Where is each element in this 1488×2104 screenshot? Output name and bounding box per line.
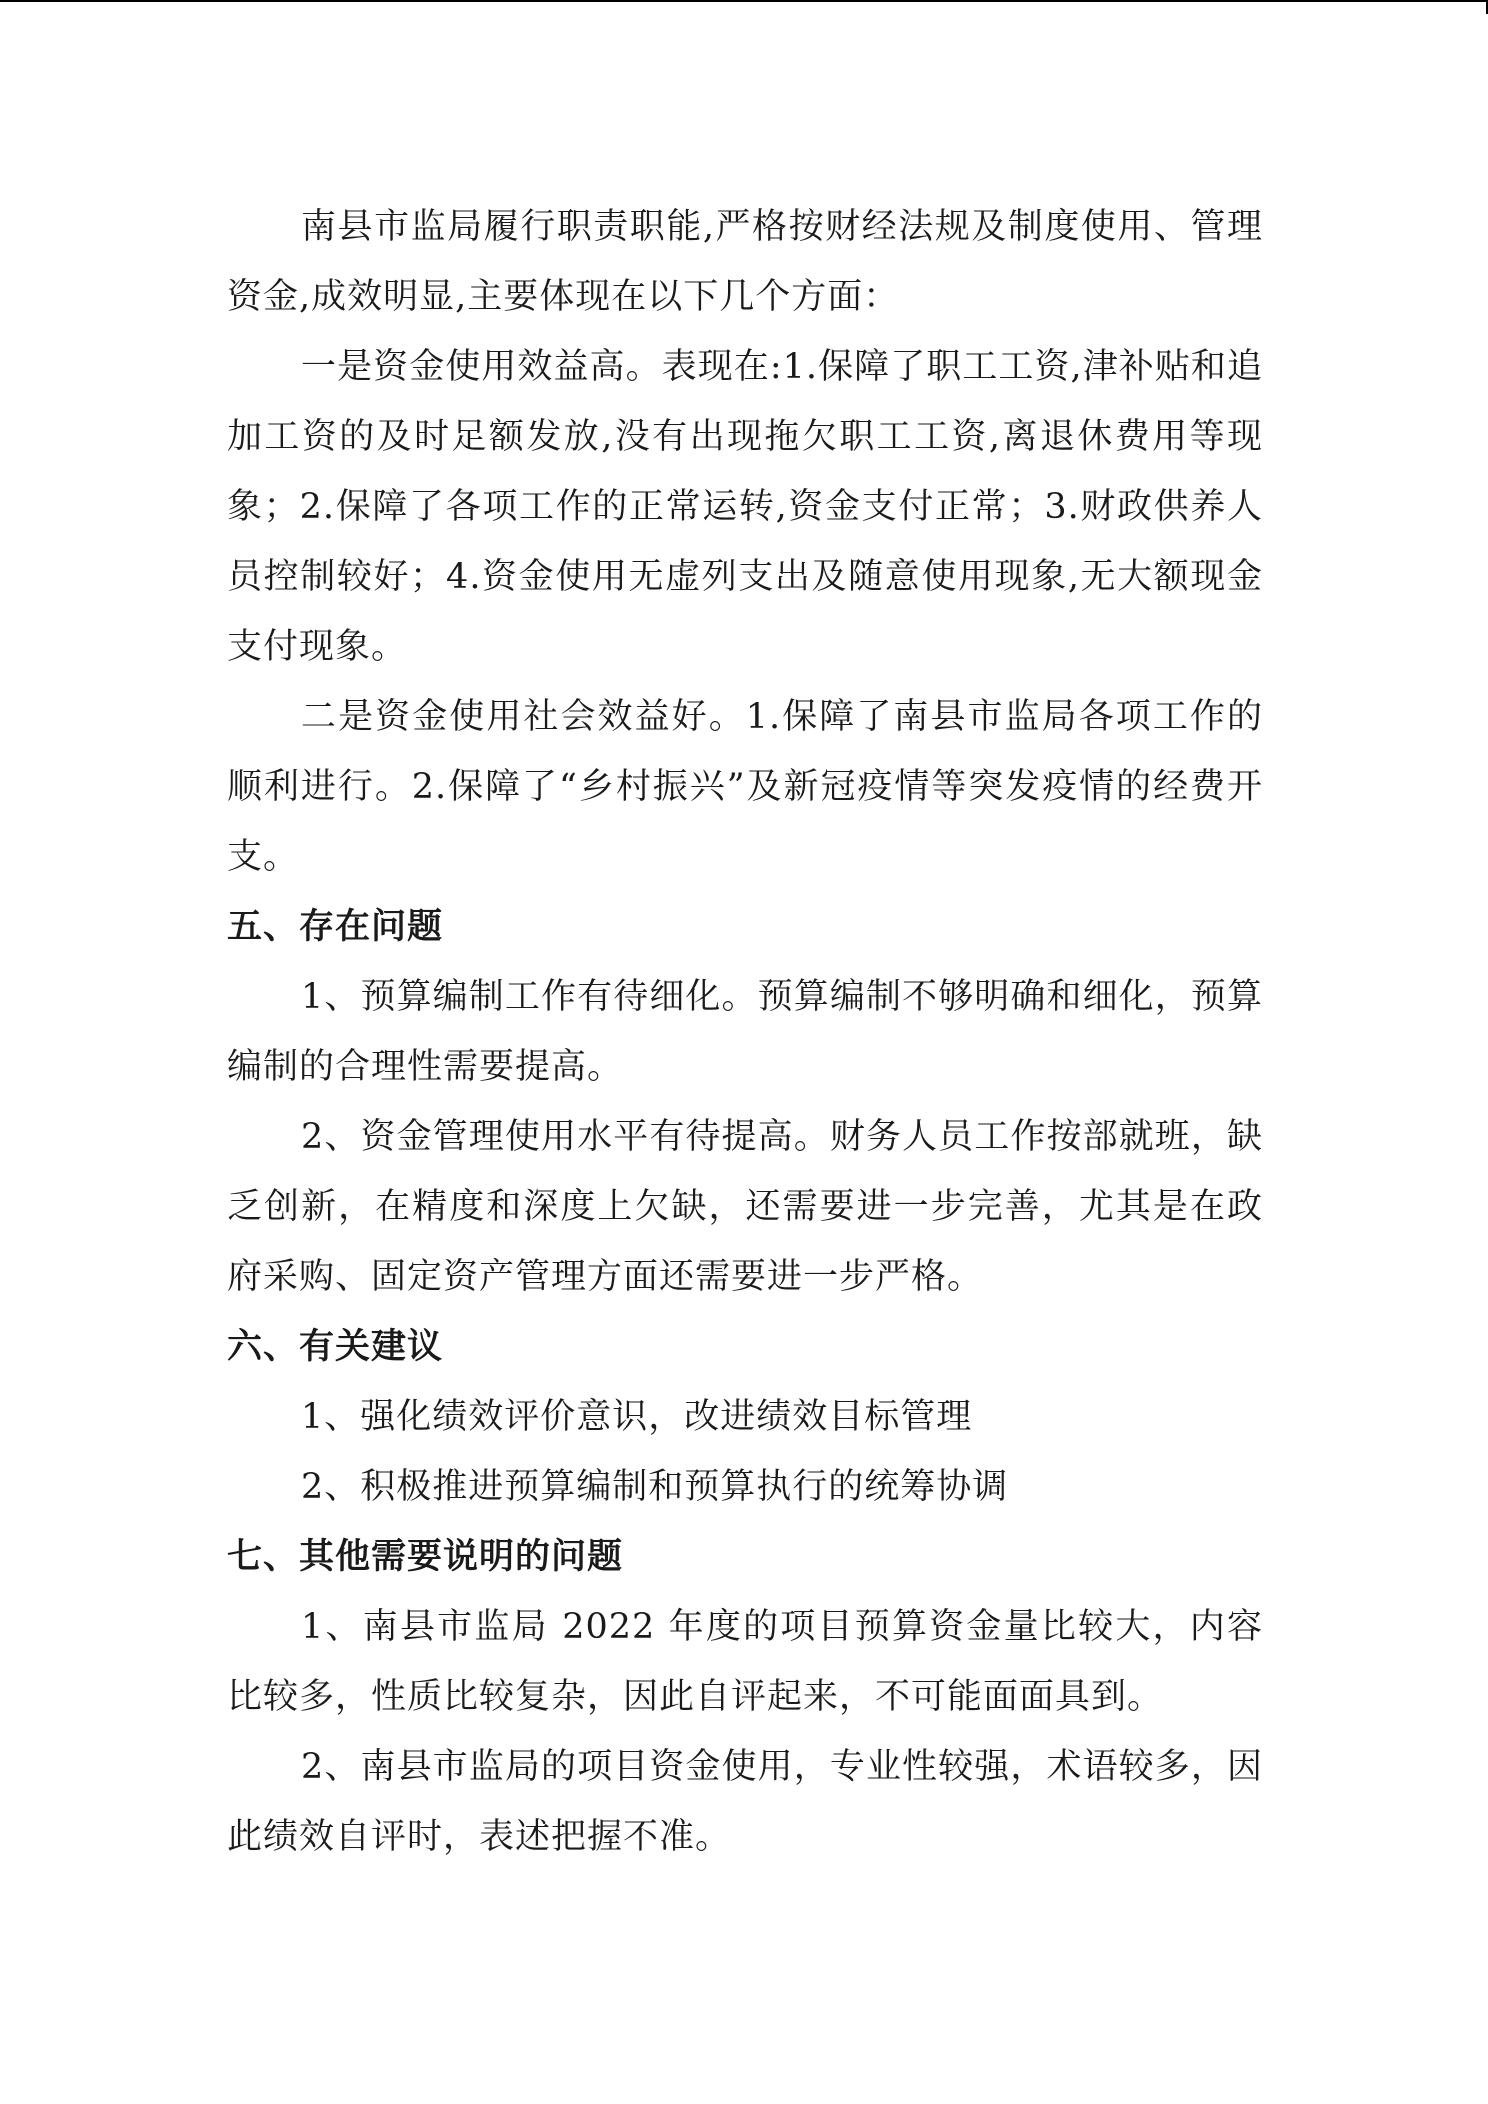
- section-heading-suggestions: 六、有关建议: [227, 1327, 444, 1367]
- document-body: [227, 192, 1263, 1872]
- other-issue-item: 1、南县市监局 2022 年度的项目预算资金量比较大，内容比较多，性质比较复杂，因此自评起来，不可能面面具到。: [227, 1607, 1263, 1717]
- section-heading-other-issues: 七、其他需要说明的问题: [227, 1537, 624, 1577]
- problem-item: 2、资金管理使用水平有待提高。财务人员工作按部就班，缺乏创新，在精度和深度上欠缺，还需要进一步完善，尤其是在政府采购、固定资产管理方面还需要进一步严格。: [227, 1117, 1263, 1297]
- paragraph-social-benefit: 二是资金使用社会效益好。1.保障了南县市监局各项工作的顺利进行。2.保障了“乡村振兴”及新冠疫情等突发疫情的经费开支。: [227, 697, 1263, 877]
- suggestion-item: 1、强化绩效评价意识，改进绩效目标管理: [301, 1397, 973, 1437]
- paragraph-fund-management: 南县市监局履行职责职能,严格按财经法规及制度使用、管理资金,成效明显,主要体现在以下几个方面：: [227, 207, 1263, 317]
- other-issue-item: 2、南县市监局的项目资金使用，专业性较强，术语较多，因此绩效自评时，表述把握不准。: [227, 1747, 1263, 1857]
- paragraph-efficiency: 一是资金使用效益高。表现在:1.保障了职工工资,津补贴和追加工资的及时足额发放,没有出现拖欠职工工资,离退休费用等现象；2.保障了各项工作的正常运转,资金支付正常；3.财政供养人员控制较好；4.资金使用无虚列支出及随意使用现象,无大额现金支付现象。: [227, 347, 1263, 667]
- problem-item: 1、预算编制工作有待细化。预算编制不够明确和细化，预算编制的合理性需要提高。: [227, 977, 1263, 1087]
- section-heading-problems: 五、存在问题: [227, 907, 444, 947]
- page-top-border: [0, 0, 1488, 2]
- suggestion-item: 2、积极推进预算编制和预算执行的统筹协调: [301, 1467, 1009, 1507]
